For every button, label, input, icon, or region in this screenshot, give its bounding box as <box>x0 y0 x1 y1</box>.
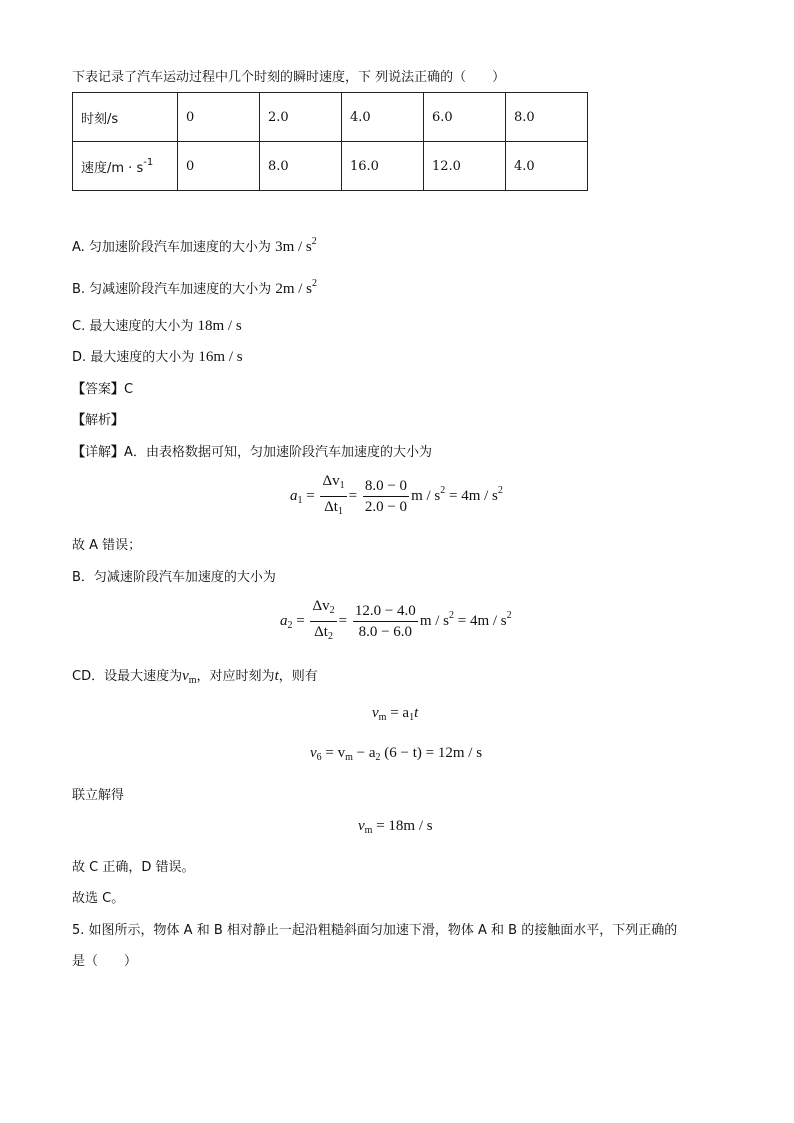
time-header: 时刻/s <box>73 93 178 142</box>
equation-v6: $v_6 = v_m - a_2$ (6 − t) = 12m / s <box>310 745 483 763</box>
table-cell: 4.0 <box>342 93 424 142</box>
detail-line-a: 【详解】A．由表格数据可知，匀加速阶段汽车加速度的大小为 <box>72 445 432 460</box>
speed-time-table <box>72 92 588 191</box>
option-b: B. 匀减速阶段汽车加速度的大小为 $2m / s^2$ <box>72 278 318 297</box>
next-question-line2: 是（ ） <box>72 954 138 969</box>
table-cell: 8.0 <box>260 142 342 191</box>
answer-value: C <box>124 382 134 397</box>
table-row-speed <box>73 142 588 191</box>
table-cell: 2.0 <box>260 93 342 142</box>
option-d: D. 最大速度的大小为 16m / s <box>72 349 243 365</box>
conclusion-cd: 故 C 正确，D 错误。 <box>72 860 195 875</box>
next-question-line1: 5. 如图所示，物体 A 和 B 相对静止一起沿粗糙斜面匀加速下滑，物体 A 和 B 的接触面水平，下列正确的 <box>72 923 678 938</box>
table-cell: 12.0 <box>424 142 506 191</box>
question-text: 下表记录了汽车运动过程中几个时刻的瞬时速度，下 列说法正确的（ ） <box>72 70 506 85</box>
detail-line-b: B．匀减速阶段汽车加速度的大小为 <box>72 570 276 585</box>
speed-header: 速度$/m \cdot s^{-1}$ <box>73 142 178 191</box>
final-choice: 故选 C。 <box>72 891 125 906</box>
answer-line: 【答案】C <box>72 382 134 397</box>
table-cell: 4.0 <box>506 142 588 191</box>
equation-vm: $v_m = a_1t$ <box>372 705 419 723</box>
table-cell: 8.0 <box>506 93 588 142</box>
equation-a2: $a_2$ = $\frac{\Delta v_2}{\Delta t_2}$ = $\frac{12.0 - 4.0}{8.0 - 6.0}$ $m / s^2 = 4m / s^2$ <box>280 598 512 642</box>
detail-line-cd: CD．设最大速度为$v_m$，对应时刻为t，则有 <box>72 668 318 686</box>
table-cell: 16.0 <box>342 142 424 191</box>
answer-label: 答案 <box>85 382 112 397</box>
joint-solve-line: 联立解得 <box>72 788 125 803</box>
conclusion-a: 故 A 错误； <box>72 538 142 553</box>
analysis-heading: 【解析】 <box>72 413 125 428</box>
table-row-time <box>73 93 588 142</box>
equation-vm-result: $v_m = 18m / s$ <box>358 818 433 836</box>
option-a: A. 匀加速阶段汽车加速度的大小为 $3m / s^2$ <box>72 236 317 255</box>
table-cell: 0 <box>178 142 260 191</box>
option-c: C. 最大速度的大小为 18m / s <box>72 318 242 334</box>
equation-a1: $a_1$ = $\frac{\Delta v_1}{\Delta t_1}$ = $\frac{8.0 - 0}{2.0 - 0}$ $m / s^2 = 4m / s^2$ <box>290 473 503 517</box>
table-cell: 6.0 <box>424 93 506 142</box>
table-cell: 0 <box>178 93 260 142</box>
